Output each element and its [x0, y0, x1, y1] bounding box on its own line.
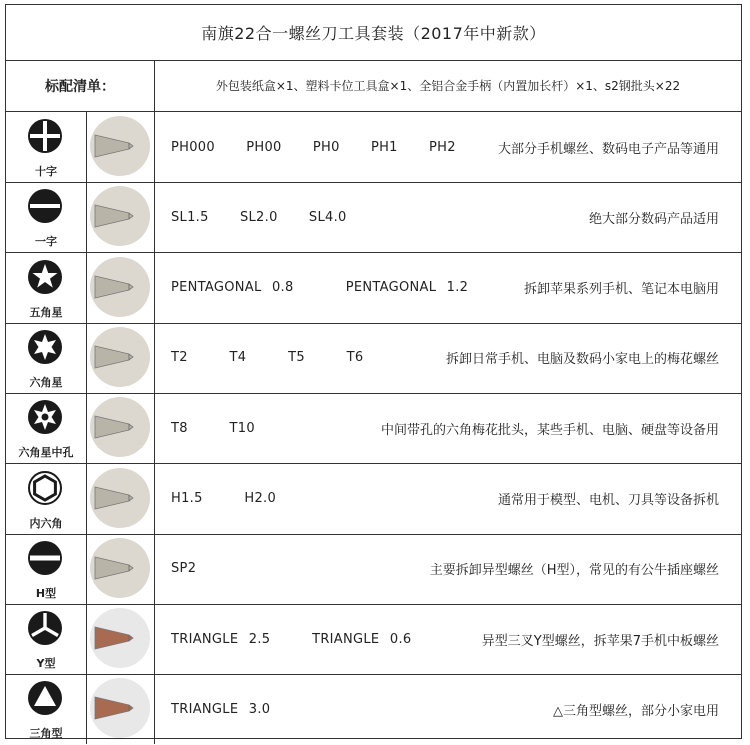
table-row — [6, 674, 741, 744]
cross-icon — [27, 118, 63, 154]
slot-icon — [27, 188, 63, 224]
bit-type-label: 六角星中孔 — [18, 446, 74, 460]
bit-photo-cell — [87, 604, 155, 674]
bit-photo-cell — [87, 112, 155, 182]
bit-type-cell — [6, 393, 87, 463]
bit-models: T2 T4 T5 T6 — [171, 350, 364, 366]
table-row — [6, 323, 741, 394]
pentalobe-icon — [27, 259, 63, 295]
bit-usage: △三角型螺丝，部分小家电用 — [553, 703, 719, 719]
bit-usage: 拆卸苹果系列手机、笔记本电脑用 — [523, 282, 719, 298]
bit-photo-cell — [87, 674, 155, 744]
bit-photo-cell — [87, 464, 155, 534]
spec-table — [5, 4, 742, 739]
bit-photo-cell — [87, 323, 155, 393]
bit-type-cell — [6, 674, 87, 744]
bit-photo-cell — [87, 182, 155, 252]
bit-usage: 拆卸日常手机、电脑及数码小家电上的梅花螺丝 — [445, 352, 719, 368]
bit-type-cell — [6, 182, 87, 252]
bit-models: T8 T10 — [171, 420, 255, 436]
bit-models: SL1.5 SL2.0 SL4.0 — [171, 209, 347, 225]
bit-type-cell — [6, 253, 87, 323]
bit-models: PENTAGONAL 0.8 PENTAGONAL 1.2 — [171, 280, 469, 296]
table-row — [6, 393, 741, 464]
standard-contents: 外包装纸盒×1、塑料卡位工具盒×1、全铝合金手柄（内置加长杆）×1、s2钢批头×22 — [215, 79, 681, 93]
table-row — [6, 604, 741, 675]
bit-type-label: 五角星 — [29, 305, 63, 319]
bit-type-cell — [6, 534, 87, 604]
bit-models: PH000 PH00 PH0 PH1 PH2 — [171, 139, 456, 155]
bit-type-label: Y型 — [36, 657, 56, 671]
bit-models: SP2 — [171, 561, 197, 577]
bit-type-cell — [6, 464, 87, 534]
table-row — [6, 464, 741, 535]
bit-type-label: 十字 — [35, 165, 57, 178]
hex-icon — [27, 470, 63, 506]
bit-models: TRIANGLE 2.5 TRIANGLE 0.6 — [171, 631, 412, 647]
torx-icon — [27, 329, 63, 365]
bit-type-label: 内六角 — [29, 516, 63, 530]
bit-models: H1.5 H2.0 — [171, 491, 277, 506]
triangle-icon — [27, 680, 63, 716]
bit-photo-cell — [87, 253, 155, 323]
standard-label: 标配清单： — [6, 60, 155, 111]
table-row — [6, 182, 741, 253]
tri-wing-icon — [27, 610, 63, 646]
bit-usage: 中间带孔的六角梅花批头，某些手机、电脑、硬盘等设备用 — [380, 422, 719, 438]
bit-type-label: H型 — [35, 586, 57, 600]
table-title: 南旗22合一螺丝刀工具套装（2017年中新款） — [6, 5, 741, 61]
table-row — [6, 253, 741, 324]
bit-usage: 绝大部分数码产品适用 — [588, 211, 719, 227]
table-row — [6, 534, 741, 605]
bit-usage: 主要拆卸异型螺丝（H型），常见的有公牛插座螺丝 — [429, 563, 719, 579]
standard-contents-row — [6, 60, 741, 112]
torx-security-icon — [27, 399, 63, 435]
bit-models: TRIANGLE 3.0 — [171, 701, 271, 717]
table-row — [6, 112, 741, 183]
spanner-icon — [27, 540, 63, 576]
bit-type-label: 三角型 — [29, 727, 63, 741]
bit-usage: 异型三叉Y型螺丝，拆苹果7手机中板螺丝 — [481, 633, 719, 649]
bit-type-cell — [6, 604, 87, 674]
bit-photo-cell — [87, 393, 155, 463]
bit-type-label: 一字 — [35, 235, 57, 249]
bit-type-cell — [6, 112, 87, 182]
bit-photo-cell — [87, 534, 155, 604]
bit-usage: 通常用于模型、电机、刀具等设备拆机 — [497, 493, 719, 508]
bit-type-label: 六角星 — [29, 375, 63, 389]
bit-usage: 大部分手机螺丝、数码电子产品等通用 — [497, 141, 719, 157]
bit-type-cell — [6, 323, 87, 393]
